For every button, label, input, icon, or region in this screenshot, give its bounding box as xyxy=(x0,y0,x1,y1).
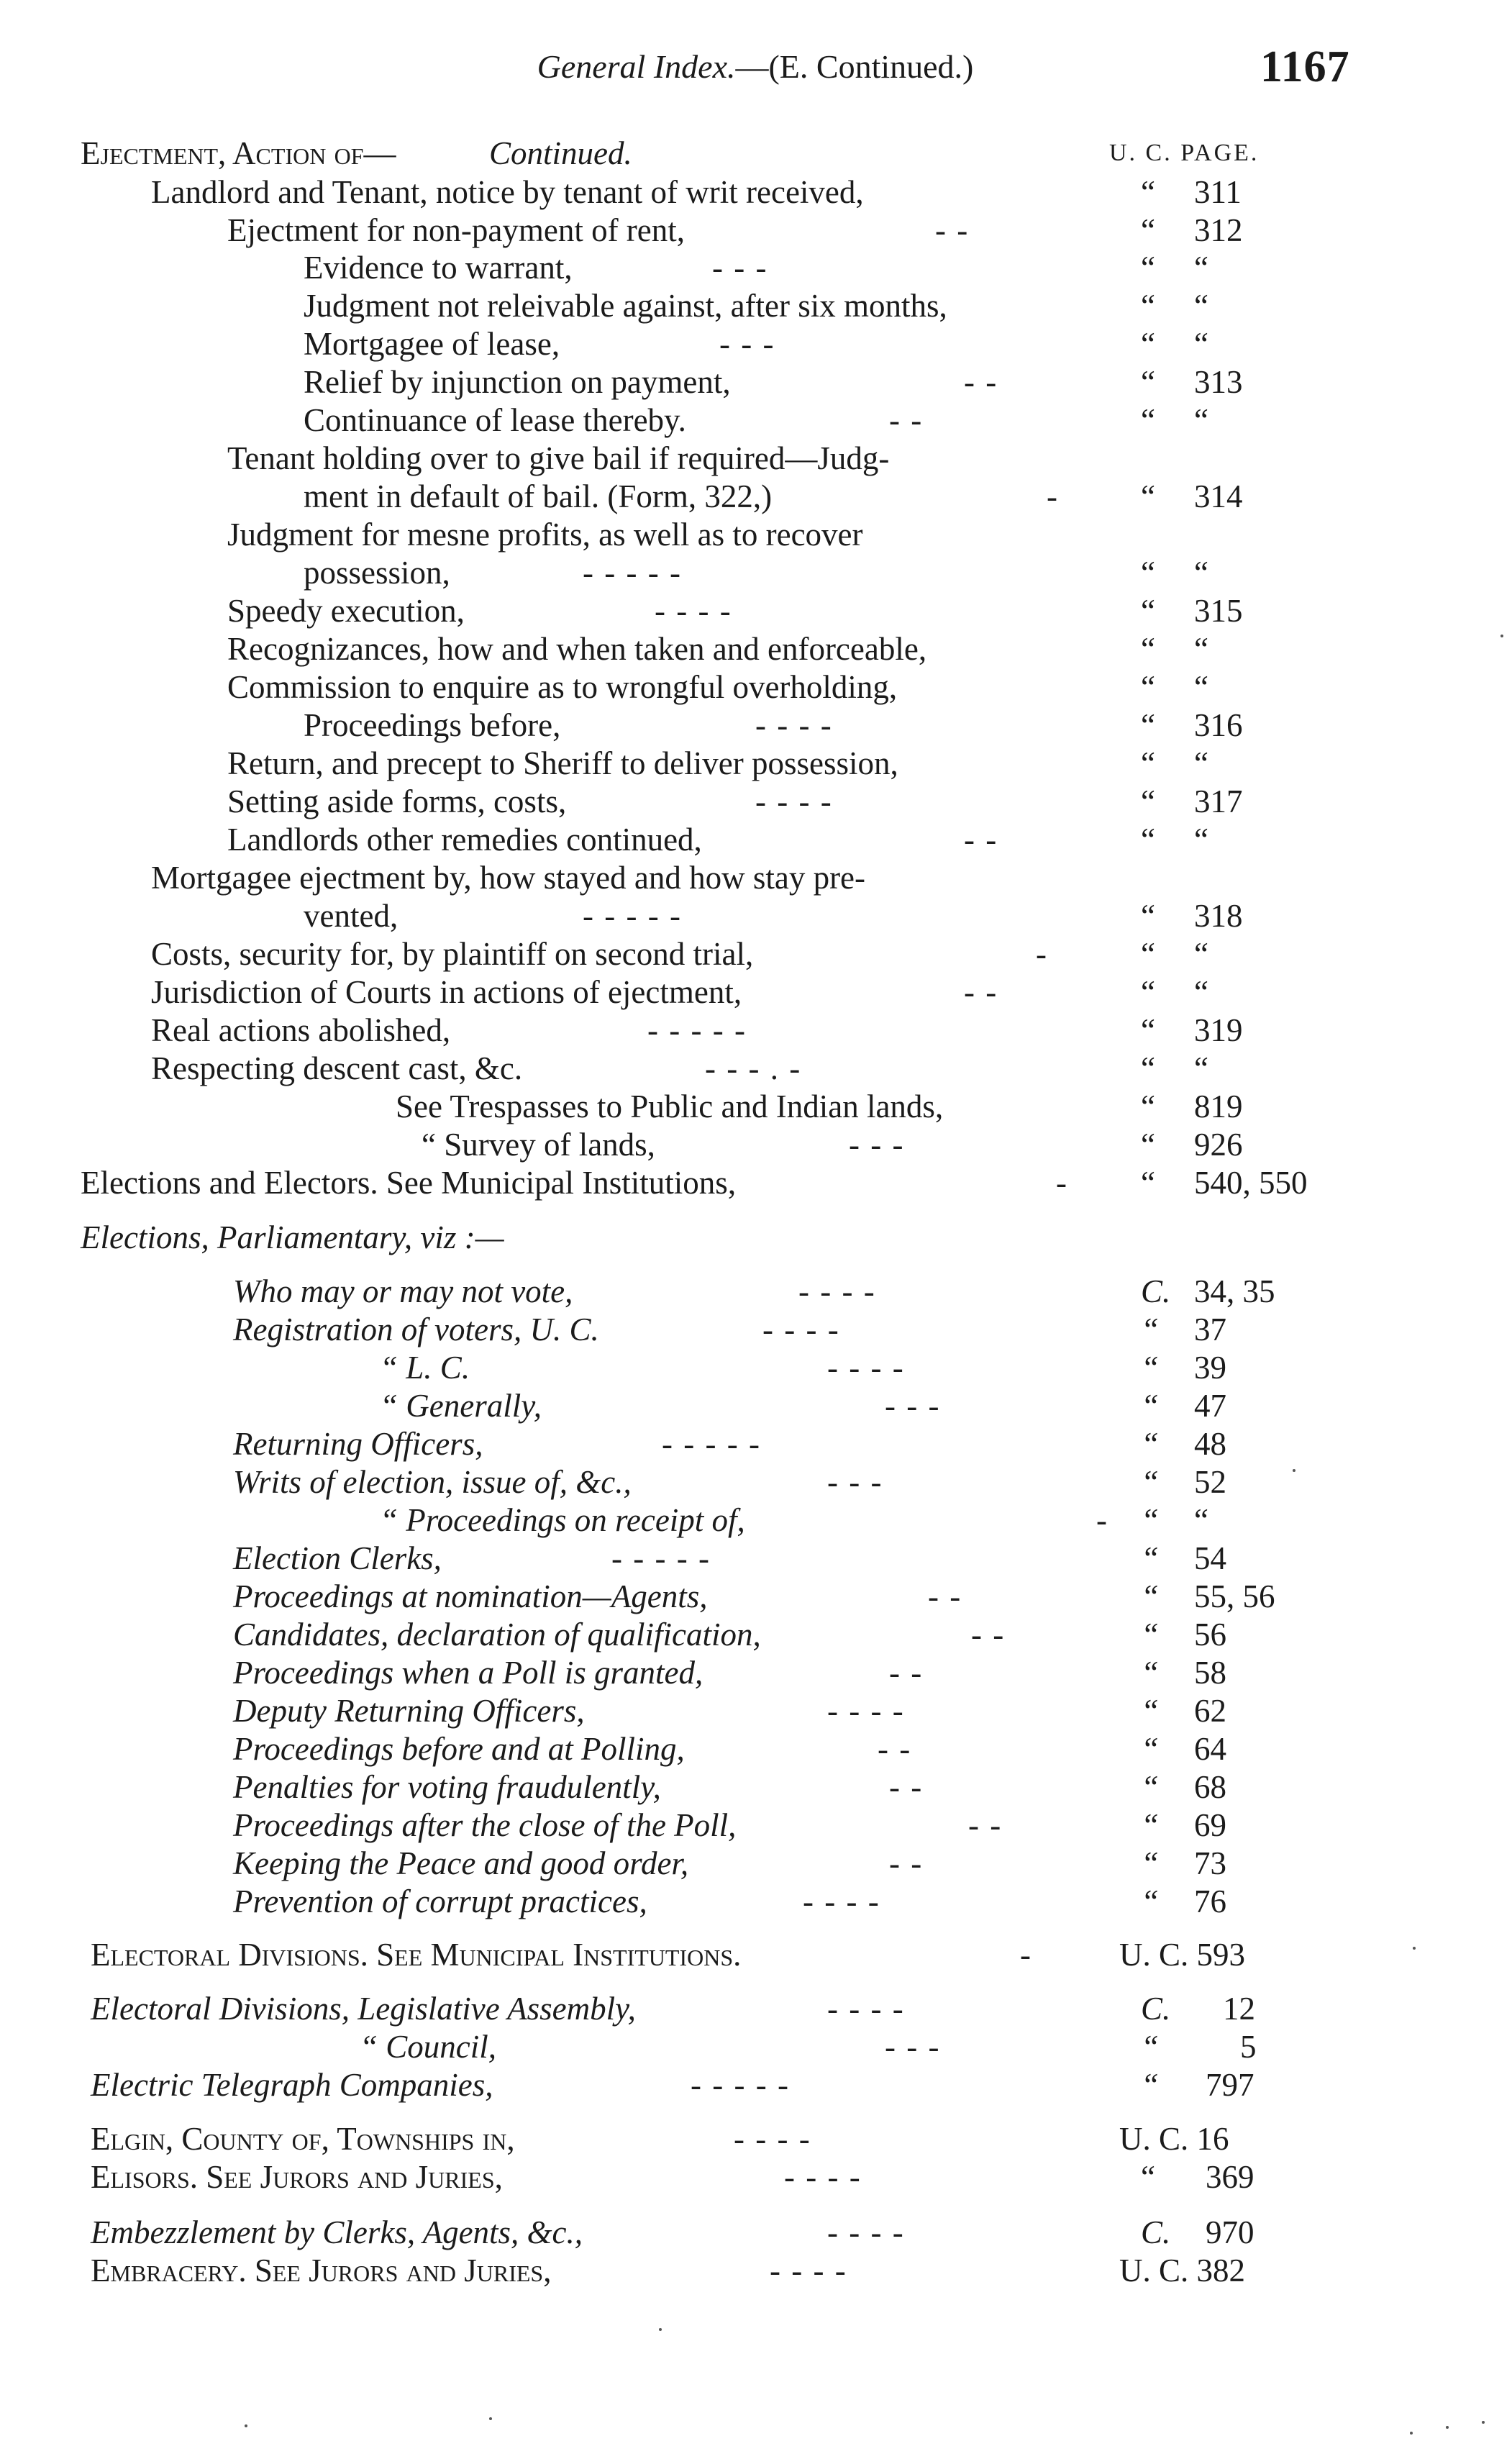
index-entry xyxy=(0,973,1512,1012)
leader-dashes: - - xyxy=(971,1617,1006,1653)
entry-quote: “ xyxy=(1141,555,1155,591)
entry-quote: “ xyxy=(1141,1693,1160,1729)
entry-page: 319 xyxy=(1194,1012,1243,1048)
entry-quote: “ xyxy=(1141,2159,1155,2195)
leader-dashes: - - - - xyxy=(803,1883,880,1919)
entry-page: “ xyxy=(1194,1050,1208,1086)
entry-page: “ xyxy=(1194,555,1208,591)
entry-quote: “ xyxy=(1141,1012,1155,1048)
index-entry xyxy=(0,553,1512,592)
index-entry xyxy=(0,1729,1512,1768)
entry-page: 55, 56 xyxy=(1194,1578,1275,1614)
entry-page: 540, 550 xyxy=(1194,1165,1308,1201)
header-title-italic: General Index. xyxy=(537,48,736,85)
entry-page: 819 xyxy=(1194,1088,1243,1124)
leader-dashes: - - - - - xyxy=(647,1012,747,1048)
entry-text: Penalties for voting fraudulently, xyxy=(233,1769,661,1805)
entry-quote: “ xyxy=(1141,593,1155,629)
entry-page: U. C. 16 xyxy=(1119,2121,1229,2157)
entry-quote: C. xyxy=(1141,1991,1171,2027)
leader-dashes: - - - - - xyxy=(583,555,682,591)
index-entry xyxy=(0,1691,1512,1730)
entry-quote: “ xyxy=(1141,1165,1155,1201)
scan-speck xyxy=(1293,1469,1295,1472)
entry-text: possession, xyxy=(304,555,450,591)
entry-text: Relief by injunction on payment, xyxy=(304,364,731,400)
leader-dashes: - - - - - xyxy=(583,898,682,934)
leader-dashes: - - xyxy=(964,364,998,400)
entry-text: Ejectment for non-payment of rent, xyxy=(227,212,686,248)
entry-page: “ xyxy=(1194,250,1208,286)
entry-text: Costs, security for, by plaintiff on second trial, xyxy=(151,936,754,972)
index-entry xyxy=(0,515,1512,554)
index-entry xyxy=(0,1163,1512,1202)
entry-page: “ xyxy=(1194,974,1208,1010)
index-entry xyxy=(0,591,1512,630)
entry-page: 797 xyxy=(1206,2067,1254,2103)
entry-quote: “ xyxy=(1141,1540,1160,1576)
index-entry xyxy=(0,1087,1512,1126)
index-entry xyxy=(0,2251,1512,2290)
entry-quote: “ xyxy=(1141,631,1155,667)
leader-dashes: - - xyxy=(878,1731,912,1767)
entry-page: 48 xyxy=(1194,1426,1226,1462)
index-entry xyxy=(0,1806,1512,1845)
entry-page: 316 xyxy=(1194,707,1243,743)
leader-dashes: - - - - - xyxy=(662,1426,761,1462)
index-entry xyxy=(0,1310,1512,1349)
leader-dashes: - - - - xyxy=(762,1312,840,1347)
index-entry xyxy=(0,1386,1512,1425)
entry-page: 58 xyxy=(1194,1655,1226,1691)
index-entry xyxy=(0,1424,1512,1463)
entry-page: 12 xyxy=(1223,1991,1255,2027)
index-entry xyxy=(0,2158,1512,2196)
entry-quote: “ xyxy=(1141,1502,1160,1538)
entry-page: “ xyxy=(1194,669,1208,705)
entry-page: “ xyxy=(1194,288,1208,324)
entry-text: Jurisdiction of Courts in actions of ejectment, xyxy=(151,974,742,1010)
index-entry xyxy=(0,629,1512,668)
leader-dashes: - - - - - xyxy=(691,2067,790,2103)
index-entry xyxy=(0,2119,1512,2158)
entry-text: “ Proceedings on receipt of, xyxy=(380,1502,745,1538)
index-entry xyxy=(0,211,1512,250)
index-entry xyxy=(0,1882,1512,1921)
leader-dashes: - - - xyxy=(719,326,775,362)
index-entry xyxy=(0,1615,1512,1654)
entry-quote: “ xyxy=(1141,1845,1160,1881)
entry-text: Commission to enquire as to wrongful overholding, xyxy=(227,669,898,705)
entry-text: Elections, Parliamentary, viz :— xyxy=(81,1219,504,1255)
index-entry xyxy=(0,820,1512,859)
scan-speck xyxy=(1413,1947,1416,1950)
entry-quote: “ xyxy=(1141,745,1155,781)
index-entry xyxy=(0,2027,1512,2066)
entry-quote: “ xyxy=(1141,1731,1160,1767)
entry-page: 312 xyxy=(1194,212,1243,248)
entry-text: Setting aside forms, costs, xyxy=(227,783,567,819)
entry-continued: Continued. xyxy=(489,135,632,171)
leader-dashes: - - - - xyxy=(770,2253,847,2288)
entry-text: “ L. C. xyxy=(380,1350,470,1386)
entry-text: Judgment not releivable against, after six months, xyxy=(304,288,947,324)
entry-quote: “ xyxy=(1141,1127,1155,1163)
index-entry xyxy=(0,1501,1512,1540)
entry-text: Evidence to warrant, xyxy=(304,250,573,286)
index-entry xyxy=(0,1049,1512,1088)
entry-page: 47 xyxy=(1194,1388,1226,1424)
index-entry xyxy=(0,173,1512,212)
leader-dashes: - xyxy=(1020,1937,1032,1973)
entry-page: 69 xyxy=(1194,1807,1226,1843)
entry-page: 970 xyxy=(1206,2214,1254,2250)
leader-dashes: - - - xyxy=(827,1464,883,1500)
index-entry xyxy=(0,935,1512,973)
leader-dashes: - - - . - xyxy=(705,1050,802,1086)
leader-dashes: - - - - xyxy=(827,1350,905,1386)
index-entry xyxy=(0,1272,1512,1311)
index-entry xyxy=(0,2213,1512,2252)
entry-quote: “ xyxy=(1141,1617,1160,1653)
entry-page: 62 xyxy=(1194,1693,1226,1729)
entry-text: Embracery. See Jurors and Juries, xyxy=(91,2253,552,2288)
index-entry xyxy=(0,1577,1512,1616)
index-entry xyxy=(0,439,1512,478)
leader-dashes: - - - - xyxy=(798,1273,876,1309)
entry-page: “ xyxy=(1194,631,1208,667)
index-entry xyxy=(0,2065,1512,2104)
scan-speck xyxy=(659,2328,662,2331)
entry-quote: “ xyxy=(1141,1088,1155,1124)
scan-speck xyxy=(489,2417,492,2420)
entry-quote: “ xyxy=(1141,936,1155,972)
index-entry xyxy=(0,134,1512,173)
entry-text: Real actions abolished, xyxy=(151,1012,451,1048)
running-header xyxy=(432,47,1079,86)
entry-text: Elisors. See Jurors and Juries, xyxy=(91,2159,503,2195)
leader-dashes: - xyxy=(1047,478,1059,514)
entry-quote: “ xyxy=(1141,1388,1160,1424)
entry-quote: C. xyxy=(1141,2214,1171,2250)
entry-text: Deputy Returning Officers, xyxy=(233,1693,585,1729)
entry-page: 313 xyxy=(1194,364,1243,400)
entry-text: Proceedings after the close of the Poll, xyxy=(233,1807,737,1843)
page-number: 1167 xyxy=(1260,42,1350,91)
entry-quote: “ xyxy=(1141,288,1155,324)
entry-page: 317 xyxy=(1194,783,1243,819)
entry-text: Landlords other remedies continued, xyxy=(227,822,702,858)
leader-dashes: - - xyxy=(935,212,970,248)
entry-quote: “ xyxy=(1141,1883,1160,1919)
entry-quote: “ xyxy=(1141,898,1155,934)
entry-text: Electric Telegraph Companies, xyxy=(91,2067,493,2103)
leader-dashes: - - - xyxy=(885,2029,941,2065)
entry-quote: “ xyxy=(1141,1312,1160,1347)
entry-quote: “ xyxy=(1141,1769,1160,1805)
entry-quote: “ xyxy=(1141,2067,1160,2103)
index-entry xyxy=(0,1653,1512,1692)
index-entry xyxy=(0,1348,1512,1387)
leader-dashes: - - - xyxy=(885,1388,941,1424)
index-entry xyxy=(0,1989,1512,2028)
leader-dashes: - - - - xyxy=(755,707,833,743)
leader-dashes: - - xyxy=(889,1655,924,1691)
index-entry xyxy=(0,896,1512,935)
entry-text: Registration of voters, U. C. xyxy=(233,1312,599,1347)
index-entry xyxy=(0,324,1512,363)
leader-dashes: - - xyxy=(968,1807,1003,1843)
entry-text: Candidates, declaration of qualification, xyxy=(233,1617,761,1653)
entry-text: Election Clerks, xyxy=(233,1540,442,1576)
index-entry xyxy=(0,248,1512,287)
entry-page: 315 xyxy=(1194,593,1243,629)
index-entry xyxy=(0,1463,1512,1501)
entry-quote: “ xyxy=(1141,974,1155,1010)
index-entry xyxy=(0,1844,1512,1883)
entry-quote: “ xyxy=(1141,174,1155,210)
index-entry xyxy=(0,477,1512,516)
leader-dashes: - xyxy=(1056,1165,1068,1201)
leader-dashes: - - - - xyxy=(784,2159,862,2195)
entry-text: “ Generally, xyxy=(380,1388,542,1424)
index-entry xyxy=(0,668,1512,706)
entry-text: Tenant holding over to give bail if required—Judg- xyxy=(227,440,890,476)
entry-page: 311 xyxy=(1194,174,1242,210)
entry-quote: “ xyxy=(1141,2029,1160,2065)
entry-quote: “ xyxy=(1141,1655,1160,1691)
entry-text: “ Council, xyxy=(360,2029,497,2065)
entry-quote: C. xyxy=(1141,1273,1171,1309)
entry-quote: “ xyxy=(1141,1426,1160,1462)
entry-quote: “ xyxy=(1141,1464,1160,1500)
index-entry xyxy=(0,1218,1512,1257)
entry-page: U. C. 382 xyxy=(1119,2253,1246,2288)
header-title-rest: —(E. Continued.) xyxy=(735,48,974,85)
entry-quote: “ xyxy=(1141,364,1155,400)
leader-dashes: - - xyxy=(889,1845,924,1881)
index-entry xyxy=(0,363,1512,401)
entry-page: “ xyxy=(1194,822,1208,858)
entry-text: Ejectment, Action of— xyxy=(81,135,396,171)
entry-quote: “ xyxy=(1141,478,1155,514)
entry-page: 34, 35 xyxy=(1194,1273,1275,1309)
entry-quote: “ xyxy=(1141,669,1155,705)
entry-text: Electoral Divisions, Legislative Assembly, xyxy=(91,1991,636,2027)
entry-text: Keeping the Peace and good order, xyxy=(233,1845,689,1881)
entry-quote: “ xyxy=(1141,402,1155,438)
entry-quote: “ xyxy=(1141,1050,1155,1086)
entry-quote: “ xyxy=(1141,1578,1160,1614)
entry-page: “ xyxy=(1194,936,1208,972)
entry-page: 54 xyxy=(1194,1540,1226,1576)
entry-text: Recognizances, how and when taken and enforceable, xyxy=(227,631,927,667)
entry-text: Who may or may not vote, xyxy=(233,1273,573,1309)
entry-text: Mortgagee of lease, xyxy=(304,326,560,362)
entry-page: 5 xyxy=(1240,2029,1257,2065)
index-entry xyxy=(0,1935,1512,1974)
entry-text: Proceedings before, xyxy=(304,707,561,743)
entry-quote: “ xyxy=(1141,326,1155,362)
entry-page: 73 xyxy=(1194,1845,1226,1881)
index-entry xyxy=(0,1539,1512,1578)
entry-quote: “ xyxy=(1141,212,1155,248)
entry-page: 318 xyxy=(1194,898,1243,934)
entry-text: Elgin, County of, Townships in, xyxy=(91,2121,515,2157)
scan-speck xyxy=(1446,2426,1449,2429)
entry-text: Return, and precept to Sheriff to deliver possession, xyxy=(227,745,898,781)
entry-text: Returning Officers, xyxy=(233,1426,483,1462)
scan-speck xyxy=(1410,2432,1413,2435)
index-entry xyxy=(0,1768,1512,1806)
leader-dashes: - - - - xyxy=(827,2214,905,2250)
entry-page: “ xyxy=(1194,402,1208,438)
scan-speck xyxy=(245,2424,247,2427)
entry-quote: “ xyxy=(1141,783,1155,819)
column-header: U. C. PAGE. xyxy=(1109,140,1260,166)
leader-dashes: - - xyxy=(889,402,924,438)
entry-text: Electoral Divisions. See Municipal Institutions. xyxy=(91,1937,742,1973)
leader-dashes: - - - - xyxy=(755,783,833,819)
leader-dashes: - - xyxy=(964,822,998,858)
entry-text: Mortgagee ejectment by, how stayed and how stay pre- xyxy=(151,860,866,896)
entry-page: 926 xyxy=(1194,1127,1243,1163)
index-entry xyxy=(0,1011,1512,1050)
leader-dashes: - xyxy=(1036,936,1048,972)
index-entry xyxy=(0,401,1512,440)
index-entry xyxy=(0,782,1512,821)
leader-dashes: - xyxy=(1096,1502,1108,1538)
entry-text: Landlord and Tenant, notice by tenant of writ received, xyxy=(151,174,864,210)
entry-text: Proceedings at nomination—Agents, xyxy=(233,1578,708,1614)
entry-text: Speedy execution, xyxy=(227,593,465,629)
scan-speck xyxy=(1500,635,1503,637)
entry-page: 369 xyxy=(1206,2159,1254,2195)
entry-text: vented, xyxy=(304,898,399,934)
entry-quote: “ xyxy=(1141,822,1155,858)
index-entry xyxy=(0,286,1512,325)
entry-text: Elections and Electors. See Municipal Institutions, xyxy=(81,1165,737,1201)
index-entry xyxy=(0,1125,1512,1164)
entry-page: 37 xyxy=(1194,1312,1226,1347)
entry-text: Continuance of lease thereby. xyxy=(304,402,686,438)
leader-dashes: - - - - xyxy=(655,593,732,629)
entry-page: “ xyxy=(1194,326,1208,362)
entry-page: “ xyxy=(1194,1502,1208,1538)
entry-text: ment in default of bail. (Form, 322,) xyxy=(304,478,773,514)
leader-dashes: - - - - xyxy=(734,2121,811,2157)
leader-dashes: - - - xyxy=(712,250,768,286)
leader-dashes: - - xyxy=(964,974,998,1010)
entry-page: 39 xyxy=(1194,1350,1226,1386)
entry-page: 68 xyxy=(1194,1769,1226,1805)
entry-text: Proceedings when a Poll is granted, xyxy=(233,1655,703,1691)
leader-dashes: - - - - - xyxy=(611,1540,711,1576)
entry-page: “ xyxy=(1194,745,1208,781)
entry-text: See Trespasses to Public and Indian lands, xyxy=(396,1088,944,1124)
entry-text: Embezzlement by Clerks, Agents, &c., xyxy=(91,2214,583,2250)
entry-quote: “ xyxy=(1141,250,1155,286)
index-entry xyxy=(0,744,1512,783)
entry-page: 314 xyxy=(1194,478,1243,514)
entry-page: 64 xyxy=(1194,1731,1226,1767)
entry-text: Prevention of corrupt practices, xyxy=(233,1883,647,1919)
leader-dashes: - - xyxy=(889,1769,924,1805)
index-entry xyxy=(0,706,1512,745)
entry-text: Judgment for mesne profits, as well as to recover xyxy=(227,517,863,553)
entry-text: “ Survey of lands, xyxy=(422,1127,655,1163)
scan-speck xyxy=(1482,2421,1485,2424)
entry-text: Proceedings before and at Polling, xyxy=(233,1731,685,1767)
index-entry xyxy=(0,858,1512,897)
entry-text: Respecting descent cast, &c. xyxy=(151,1050,523,1086)
leader-dashes: - - - - xyxy=(827,1991,905,2027)
entry-quote: “ xyxy=(1141,1807,1160,1843)
leader-dashes: - - - - xyxy=(827,1693,905,1729)
entry-page: 52 xyxy=(1194,1464,1226,1500)
entry-page: U. C. 593 xyxy=(1119,1937,1246,1973)
entry-page: 56 xyxy=(1194,1617,1226,1653)
entry-quote: “ xyxy=(1141,707,1155,743)
entry-quote: “ xyxy=(1141,1350,1160,1386)
leader-dashes: - - - xyxy=(849,1127,905,1163)
entry-page: 76 xyxy=(1194,1883,1226,1919)
leader-dashes: - - xyxy=(928,1578,962,1614)
entry-text: Writs of election, issue of, &c., xyxy=(233,1464,632,1500)
